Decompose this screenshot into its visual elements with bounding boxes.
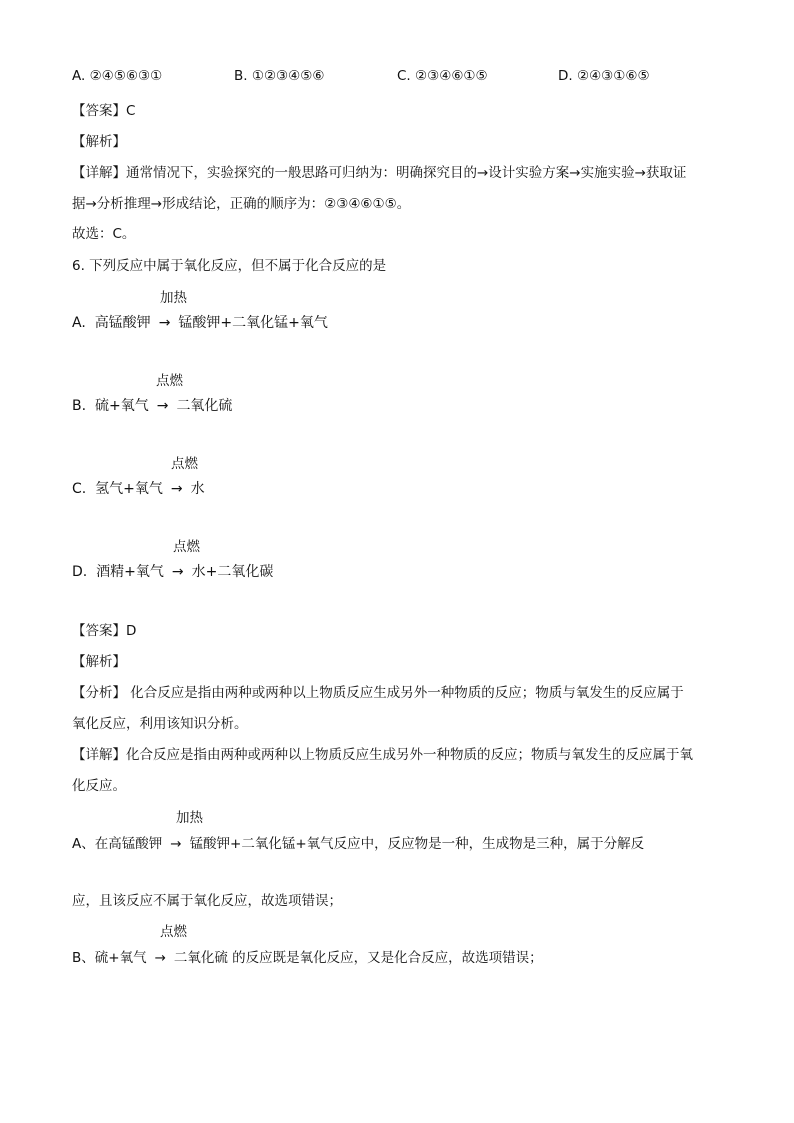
option-letter: D. bbox=[72, 564, 88, 580]
q6-option-d bbox=[72, 561, 273, 581]
reactants: 氢气+氧气 bbox=[95, 481, 163, 497]
arrow-icon: → bbox=[170, 481, 183, 497]
explain-b-prefix: B、硫+氧气 bbox=[72, 950, 147, 966]
q6-option-c bbox=[72, 478, 205, 498]
products: 二氧化硫 bbox=[176, 398, 233, 414]
q5-options bbox=[72, 68, 732, 86]
reactants: 硫+氧气 bbox=[94, 398, 149, 414]
detail-tag: 【详解】 bbox=[72, 165, 126, 181]
option-letter: C. bbox=[72, 481, 87, 497]
reactants: 高锰酸钾 bbox=[94, 315, 151, 331]
q6-analyze-line2: 氧化反应，利用该知识分析。 bbox=[72, 716, 248, 732]
q5-option-c: C. ②③④⑥①⑤ bbox=[397, 68, 488, 84]
q6-c-condition: 点燃 bbox=[171, 456, 198, 472]
answer-tag: 【答案】 bbox=[72, 103, 126, 119]
arrow-icon: → bbox=[154, 950, 166, 966]
explain-a-text: 锰酸钾+二氧化锰+氧气反应中，反应物是一种，生成物是三种，属于分解反 bbox=[189, 836, 645, 852]
analyze-text: 化合反应是指由两种或两种以上物质反应生成另外一种物质的反应；物质与氧发生的反应属于 bbox=[130, 685, 684, 701]
q6-b-condition: 点燃 bbox=[156, 373, 183, 389]
q6-d-condition: 点燃 bbox=[173, 539, 200, 555]
q6-analysis-tag: 【解析】 bbox=[72, 654, 126, 670]
q6-detail-line2: 化反应。 bbox=[72, 778, 126, 794]
q5-detail-line2: 据→分析推理→形成结论，正确的顺序为：②③④⑥①⑤。 bbox=[72, 196, 411, 212]
q5-detail-line1 bbox=[72, 161, 686, 181]
analyze-tag: 【分析】 bbox=[72, 685, 126, 701]
answer-value: C bbox=[126, 103, 136, 119]
q5-answer bbox=[72, 99, 135, 119]
products: 锰酸钾+二氧化锰+氧气 bbox=[178, 315, 328, 331]
q6-detail-line1 bbox=[72, 743, 693, 763]
arrow-icon: → bbox=[156, 398, 169, 414]
detail-text: 通常情况下，实验探究的一般思路可归纳为：明确探究目的→设计实验方案→实施实验→获取证 bbox=[126, 165, 687, 181]
reactants: 酒精+氧气 bbox=[96, 564, 164, 580]
detail-tag: 【详解】 bbox=[72, 747, 126, 763]
explain-a-prefix: A、在高锰酸钾 bbox=[72, 836, 163, 852]
products: 水+二氧化碳 bbox=[191, 564, 274, 580]
q5-analysis-tag: 【解析】 bbox=[72, 134, 126, 150]
explain-b-text: 二氧化硫 的反应既是氧化反应，又是化合反应，故选项错误； bbox=[173, 950, 543, 966]
q6-option-b bbox=[72, 395, 232, 415]
arrow-icon: → bbox=[158, 315, 171, 331]
option-letter: A. bbox=[72, 315, 86, 331]
q6-option-a bbox=[72, 312, 328, 332]
q6-explain-a-condition: 加热 bbox=[176, 810, 203, 826]
answer-value: D bbox=[126, 623, 137, 639]
q6-answer bbox=[72, 619, 136, 639]
q6-explain-a-line1 bbox=[72, 832, 644, 852]
q5-option-a: A. ②④⑤⑥③① bbox=[72, 68, 163, 84]
q5-option-d: D. ②④③①⑥⑤ bbox=[558, 68, 650, 84]
detail-text: 化合反应是指由两种或两种以上物质反应生成另外一种物质的反应；物质与氧发生的反应属于氧 bbox=[126, 747, 693, 763]
q6-analyze-line1 bbox=[72, 681, 684, 701]
q5-conclusion: 故选：C。 bbox=[72, 226, 136, 242]
q6-stem: 6. 下列反应中属于氧化反应，但不属于化合反应的是 bbox=[72, 258, 387, 274]
products: 水 bbox=[190, 481, 205, 497]
q5-option-b: B. ①②③④⑤⑥ bbox=[234, 68, 325, 84]
option-letter: B. bbox=[72, 398, 87, 414]
q6-a-condition: 加热 bbox=[160, 290, 187, 306]
q6-explain-b-line1 bbox=[72, 946, 543, 966]
q6-explain-a-line2: 应，且该反应不属于氧化反应，故选项错误； bbox=[72, 893, 342, 909]
arrow-icon: → bbox=[171, 564, 184, 580]
arrow-icon: → bbox=[170, 836, 182, 852]
answer-tag: 【答案】 bbox=[72, 623, 126, 639]
q6-explain-b-condition: 点燃 bbox=[160, 924, 187, 940]
